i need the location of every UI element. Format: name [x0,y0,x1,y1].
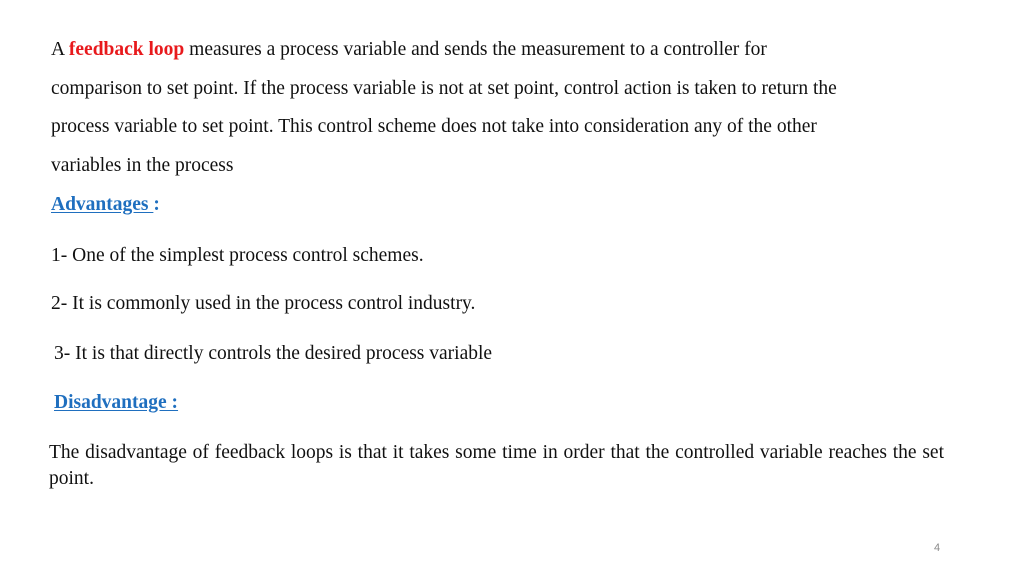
advantages-heading-colon: : [153,194,160,215]
feedback-loop-term: feedback loop [68,39,185,60]
advantages-heading-label: Advantages [51,194,154,215]
intro-line-1 [51,31,951,70]
disadvantage-text: The disadvantage of feedback loops is that it takes some time in order that the controlled variable reaches the set point. [49,442,944,489]
intro-line-4: variables in the process [51,154,234,176]
disadvantage-heading-label: Disadvantage : [54,392,179,413]
intro-line-2: comparison to set point. If the process variable is not at set point, control action is taken to return the [51,77,837,99]
advantage-item-3: 3- It is that directly controls the desired process variable [54,343,493,364]
advantage-item-2: 2- It is commonly used in the process control industry. [51,293,476,314]
advantage-item-1: 1- One of the simplest process control schemes. [51,245,424,266]
intro-lead: A [51,39,69,60]
intro-line-1-rest: measures a process variable and sends the measurement to a controller for [184,39,767,60]
disadvantage-heading [54,392,178,414]
advantages-heading [51,194,160,216]
page-number: 4 [934,542,941,554]
intro-paragraph [51,31,951,185]
intro-line-3: process variable to set point. This control scheme does not take into consideration any of the other [51,116,817,137]
